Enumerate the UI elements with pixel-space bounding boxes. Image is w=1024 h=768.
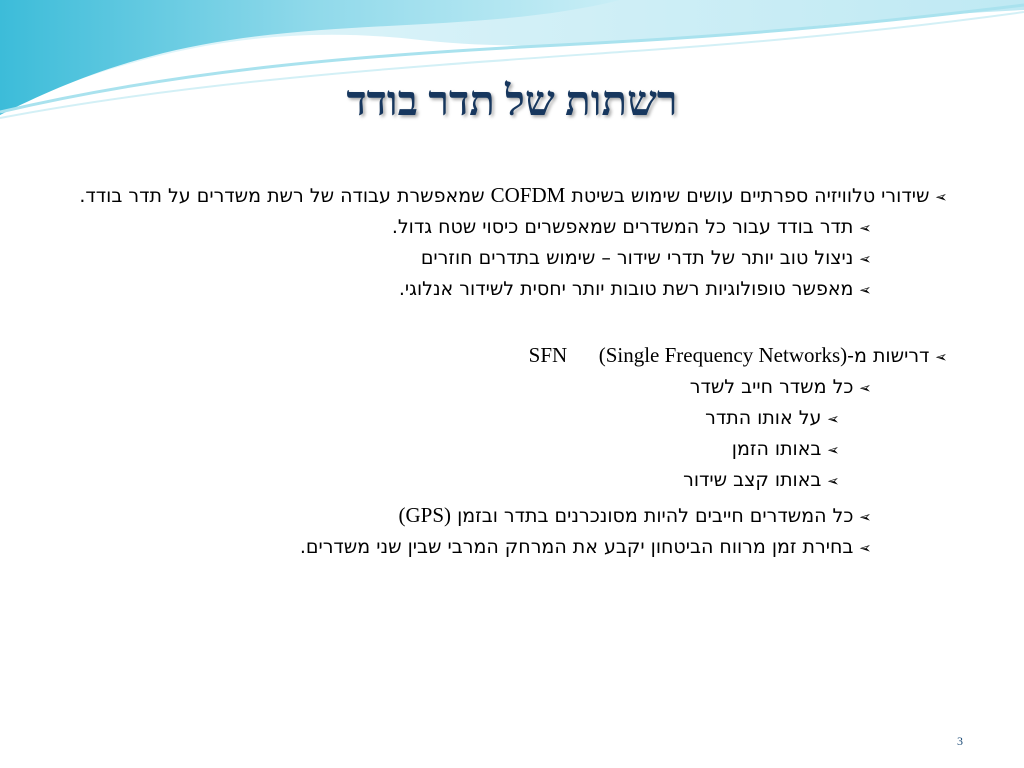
bullet-2-sub-1-2: ➢באותו הזמן: [68, 434, 948, 465]
slide-body: [68, 180, 948, 563]
bullet-4: ➢בחירת זמן מרווח הביטחון יקבע את המרחק המרבי שבין שני משדרים.: [68, 532, 948, 563]
arrowhead-bullet-icon: ➢: [827, 410, 840, 428]
arrowhead-bullet-icon: ➢: [935, 188, 948, 206]
arrowhead-bullet-icon: ➢: [859, 379, 872, 397]
arrowhead-bullet-icon: ➢: [827, 441, 840, 459]
slide-title: רשתות של תדר בודד: [346, 79, 678, 125]
bullet-1-sub-1: ➢תדר בודד עבור כל המשדרים שמאפשרים כיסוי שטח גדול.: [68, 212, 948, 243]
arrowhead-bullet-icon: ➢: [859, 539, 872, 557]
arrowhead-bullet-icon: ➢: [859, 250, 872, 268]
arrowhead-bullet-icon: ➢: [935, 348, 948, 366]
bullet-1-sub-3: ➢מאפשר טופולוגיות רשת טובות יותר יחסית לשידור אנלוגי.: [68, 274, 948, 305]
arrowhead-bullet-icon: ➢: [859, 281, 872, 299]
page-number: 3: [957, 734, 963, 748]
bullet-2: ➢דרישות מ-SFN (Single Frequency Networks): [68, 340, 948, 372]
arrowhead-bullet-icon: ➢: [859, 219, 872, 237]
bullet-2-sub-1-3: ➢באותו קצב שידור: [68, 465, 948, 496]
bullet-1: ➢שידורי טלוויזיה ספרתיים עושים שימוש בשיטת COFDM שמאפשרת עבודה של רשת משדרים על תדר בודד.: [68, 180, 948, 212]
bullet-2-sub-1: ➢כל משדר חייב לשדר: [68, 372, 948, 403]
bullet-2-sub-1-1: ➢על אותו התדר: [68, 403, 948, 434]
bullet-1-sub-2: ➢ניצול טוב יותר של תדרי שידור – שימוש בתדרים חוזרים: [68, 243, 948, 274]
arrowhead-bullet-icon: ➢: [827, 472, 840, 490]
arrowhead-bullet-icon: ➢: [859, 508, 872, 526]
bullet-3: ➢כל המשדרים חייבים להיות מסונכרנים בתדר ובזמן (GPS): [68, 500, 948, 532]
